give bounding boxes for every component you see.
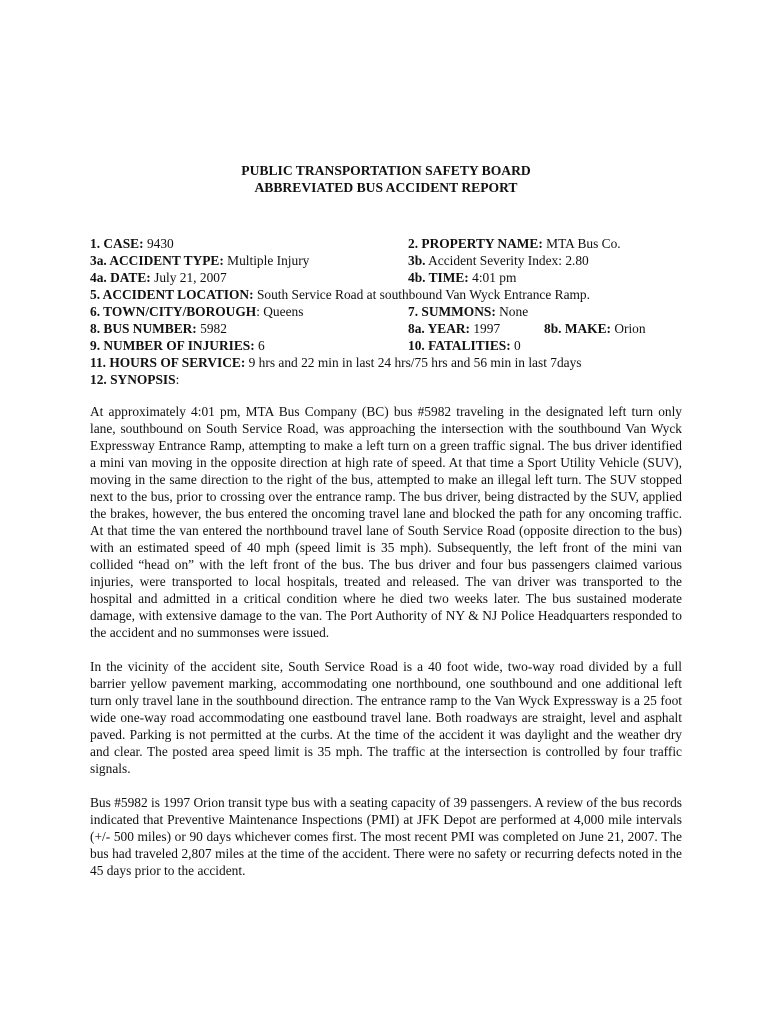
time-value: 4:01 pm: [472, 270, 517, 285]
date-value: July 21, 2007: [154, 270, 227, 285]
make-value: Orion: [614, 321, 646, 336]
time-label: 4b. TIME:: [408, 270, 469, 285]
time-field: [408, 269, 516, 286]
summons-field: [408, 303, 528, 320]
case-field: [90, 236, 174, 251]
field-row-8: [90, 354, 682, 371]
bus-number-field: [90, 321, 227, 336]
property-value: MTA Bus Co.: [546, 236, 621, 251]
town-field: [90, 304, 303, 319]
summons-label: 7. SUMMONS:: [408, 304, 496, 319]
severity-value: Accident Severity Index: 2.80: [428, 253, 589, 268]
property-label: 2. PROPERTY NAME:: [408, 236, 543, 251]
synopsis-label: 12. SYNOPSIS: [90, 372, 176, 387]
fatalities-label: 10. FATALITIES:: [408, 338, 511, 353]
case-label: 1. CASE:: [90, 236, 144, 251]
field-row-5: [90, 303, 682, 320]
field-row-6: [90, 320, 682, 337]
field-row-2: [90, 252, 682, 269]
synopsis-paragraph-3: Bus #5982 is 1997 Orion transit type bus with a seating capacity of 39 passengers. A review of the bus records indicated that Preventive Maintenance Inspections (PMI) at JFK Depot are performed at 4,000 mile intervals (+/- 500 miles) or 90 days whichever comes first. The most recent PMI was completed on June 21, 2007. The bus had traveled 2,807 miles at the time of the accident. There were no safety or recurring defects noted in the 45 days prior to the accident.: [90, 795, 682, 878]
injuries-label: 9. NUMBER OF INJURIES:: [90, 338, 255, 353]
town-label: 6. TOWN/CITY/BOROUGH: [90, 304, 257, 319]
year-value: 1997: [473, 321, 501, 336]
field-row-7: [90, 337, 682, 354]
case-value: 9430: [146, 236, 174, 251]
make-field: [544, 320, 646, 337]
field-row-4: [90, 286, 682, 303]
fatalities-field: [408, 337, 521, 354]
synopsis-paragraph-1: At approximately 4:01 pm, MTA Bus Company (BC) bus #5982 traveling in the designated left turn only lane, southbound on South Service Road, was approaching the intersection with the southbound Van Wyck Expressway Entrance Ramp, attempting to make a left turn on a green traffic signal. The bus driver identified a mini van moving in the opposite direction at high rate of speed. At that time a Sport Utility Vehicle (SUV), moving in the same direction to the right of the bus, attempted to make an illegal left turn. The SUV stopped next to the bus, prior to crossing over the entrance ramp. The bus driver, being distracted by the SUV, applied the brakes, however, the bus entered the oncoming travel lane and blocked the path for any oncoming traffic. At that time the van entered the northbound travel lane of South Service Road (opposite direction to the bus) with an estimated speed of 40 mph (speed limit is 35 mph). Subsequently, the left front of the mini van collided “head on” with the left front of the bus. The bus driver and four bus passengers claimed various injuries, were transported to local hospitals, treated and released. The van driver was transported to the hospital and admitted in a critical condition where he died two weeks later. The bus sustained moderate damage, with extensive damage to the van. The Port Authority of NY & NJ Police Headquarters responded to the accident and no summonses were issued.: [90, 404, 682, 640]
location-value: South Service Road at southbound Van Wyck Entrance Ramp.: [256, 287, 590, 302]
title-line-2: ABBREVIATED BUS ACCIDENT REPORT: [254, 180, 518, 195]
bus-number-label: 8. BUS NUMBER:: [90, 321, 197, 336]
report-fields: [90, 235, 682, 388]
location-label: 5. ACCIDENT LOCATION:: [90, 287, 254, 302]
synopsis-colon: :: [175, 372, 180, 387]
severity-field: [408, 252, 589, 269]
field-row-1: [90, 235, 682, 252]
injuries-field: [90, 338, 265, 353]
accident-type-field: [90, 253, 309, 268]
synopsis-paragraph-2: In the vicinity of the accident site, South Service Road is a 40 foot wide, two-way road divided by a full barrier yellow pavement marking, accommodating one northbound, one southbound and one additional left turn only travel lane in the southbound direction. The entrance ramp to the Van Wyck Expressway is a 25 foot wide one-way road accommodating one eastbound travel lane. Both roadways are straight, level and asphalt paved. Parking is not permitted at the curbs. At the time of the accident it was daylight and the weather dry and clear. The posted area speed limit is 35 mph. The traffic at the intersection is controlled by four traffic signals.: [90, 659, 682, 776]
make-label: 8b. MAKE:: [544, 321, 611, 336]
year-field: [408, 320, 500, 337]
fatalities-value: 0: [514, 338, 521, 353]
report-page: [90, 162, 682, 879]
field-row-9: [90, 371, 682, 388]
report-title: [90, 162, 682, 196]
hours-label: 11. HOURS OF SERVICE:: [90, 355, 246, 370]
hours-value: 9 hrs and 22 min in last 24 hrs/75 hrs and 56 min in last 7days: [248, 355, 582, 370]
property-field: [408, 235, 621, 252]
town-value: : Queens: [256, 304, 304, 319]
date-label: 4a. DATE:: [90, 270, 151, 285]
field-row-3: [90, 269, 682, 286]
accident-type-value: Multiple Injury: [227, 253, 310, 268]
summons-value: None: [499, 304, 529, 319]
year-label: 8a. YEAR:: [408, 321, 470, 336]
date-field: [90, 270, 227, 285]
severity-label: 3b.: [408, 253, 426, 268]
injuries-value: 6: [258, 338, 265, 353]
bus-number-value: 5982: [200, 321, 227, 336]
accident-type-label: 3a. ACCIDENT TYPE:: [90, 253, 224, 268]
title-line-1: PUBLIC TRANSPORTATION SAFETY BOARD: [241, 163, 531, 178]
